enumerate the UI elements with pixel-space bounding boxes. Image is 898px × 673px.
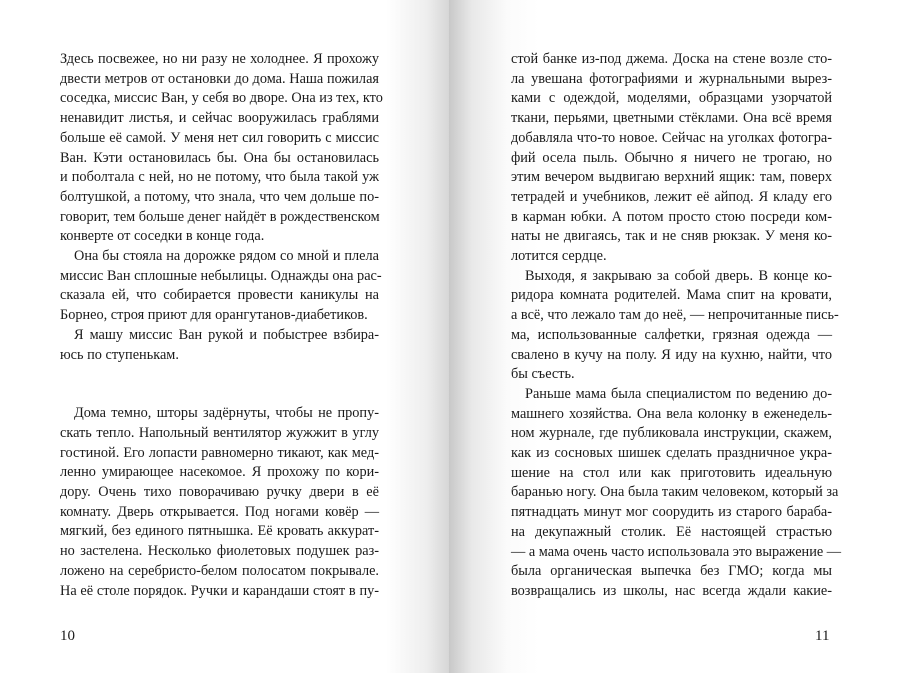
text-line: как из сосновых шишек сделать праздничное укра- xyxy=(511,445,832,462)
text-line: скать тепло. Напольный вентилятор жужжит в углу xyxy=(60,424,379,441)
text-line: болтушкой, а потому, что знала, что чем дольше по- xyxy=(60,188,379,205)
text-line: добавляла что-то новое. Сейчас на уголках фотогра- xyxy=(511,129,832,146)
text-line: ном журнале, где публиковала инструкции, скажем, xyxy=(511,425,832,442)
text-line: ложено на серебристо-белом полосатом покрывале. xyxy=(60,562,379,579)
text-line: говорит, тем больше денег найдёт в рождественском xyxy=(60,208,380,225)
text-line: Борнео, строя приют для орангутанов-диабетиков. xyxy=(60,307,368,324)
text-line: шение на стол или как приготовить идеальную xyxy=(511,464,832,481)
text-line: сказала ей, что собирается провести каникулы на xyxy=(60,287,379,304)
text-line: наты не двигаясь, так и не сняв рюкзак. У меня ко- xyxy=(511,228,832,245)
page-number: 10 xyxy=(60,628,75,644)
text-line: ла увешана фотографиями и журнальными вырез- xyxy=(511,70,832,87)
right-page-text xyxy=(511,50,842,602)
text-line: была органическая выпечка без ГМО; когда мы xyxy=(511,563,832,580)
text-line: ридора комната родителей. Мама спит на кровати, xyxy=(511,287,832,304)
text-line: дору. Очень тихо поворачиваю ручку двери в её xyxy=(60,484,379,501)
text-line: ками с одеждой, моделями, образцами узорчатой xyxy=(511,90,832,107)
section-break xyxy=(60,365,379,404)
text-line: стой банке из-под джема. Доска на стене возле сто- xyxy=(511,51,832,67)
text-line: Выходя, я закрываю за собой дверь. В конце ко- xyxy=(525,267,832,284)
text-line: больше её самой. У меня нет сил говорить с миссис xyxy=(60,129,379,146)
text-line: в карман юбки. А потом просто стою посреди ком- xyxy=(511,208,832,225)
right-page xyxy=(449,0,898,673)
text-line: На её столе порядок. Ручки и карандаши стоят в пу- xyxy=(60,582,379,599)
text-line: возвращались из школы, нас всегда ждали какие- xyxy=(511,582,832,599)
text-line: комнату. Дверь открывается. Под ногами ковёр — xyxy=(60,503,379,520)
text-line: лотится сердце. xyxy=(511,248,607,265)
text-line: фий осела пыль. Обычно я ничего не трогаю, но xyxy=(511,149,832,166)
text-line: ленно умирающее насекомое. Я прохожу по кори- xyxy=(60,464,379,481)
text-line: тетрадей и учебников, лежит её айпод. Я кладу его xyxy=(511,188,832,205)
text-line: — а мама очень часто использовала это выражение — xyxy=(511,543,842,560)
text-line: Ван. Кэти остановилась бы. Она бы остановилась xyxy=(60,149,379,166)
text-line: этим вечером выдвигаю верхний ящик: там, поверх xyxy=(511,169,832,186)
text-line: конверте от соседки в конце года. xyxy=(60,228,265,245)
text-line: баранью ногу. Она была таким человеком, который за xyxy=(511,484,839,501)
text-line: двести метров от остановки до дома. Наша пожилая xyxy=(60,70,379,87)
text-line: соседка, миссис Ван, у себя во дворе. Она из тех, кто xyxy=(60,90,383,107)
text-line: Раньше мама была специалистом по ведению до- xyxy=(525,385,832,402)
text-line: пятнадцать минут мог соорудить из старого бараба- xyxy=(511,504,832,521)
left-page-text xyxy=(60,50,383,601)
text-line: мягкий, без единого пятнышка. Её кровать аккурат- xyxy=(60,523,379,540)
text-line: на декупажный столик. Её настоящей страстью xyxy=(511,523,832,540)
text-line: Я машу миссис Ван рукой и побыстрее взбира- xyxy=(74,326,379,343)
text-line: машнего хозяйства. Она вела колонку в еженедель- xyxy=(511,405,832,422)
text-line: ненавидит листья, и сейчас вооружилась граблями xyxy=(60,110,379,127)
text-line: и поболтала с ней, но не потому, что была такой уж xyxy=(60,169,379,186)
text-line: Она бы стояла на дорожке рядом со мной и плела xyxy=(74,248,379,265)
text-line: бы съесть. xyxy=(511,366,575,383)
text-line: Дома темно, шторы задёрнуты, чтобы не пропу- xyxy=(74,405,379,422)
text-line: юсь по ступенькам. xyxy=(60,346,179,363)
text-line: ма, использованные салфетки, грязная одежда — xyxy=(511,326,832,343)
text-line: Здесь посвежее, но ни разу не холоднее. Я прохожу xyxy=(60,51,379,67)
text-line: гостиной. Его лопасти равномерно тикают, как мед- xyxy=(60,444,379,461)
text-line: миссис Ван сплошные небылицы. Однажды она рас- xyxy=(60,267,382,284)
page-number: 11 xyxy=(815,628,830,644)
text-line: а всё, что лежало там до неё, — непрочитанные пись- xyxy=(511,307,839,324)
text-line: свалено в кучу на полу. Я иду на кухню, найти, что xyxy=(511,346,832,363)
text-line: ткани, перьями, цветными стёклами. Она всё время xyxy=(511,110,832,127)
text-line: но застелена. Несколько фиолетовых подушек раз- xyxy=(60,543,379,560)
